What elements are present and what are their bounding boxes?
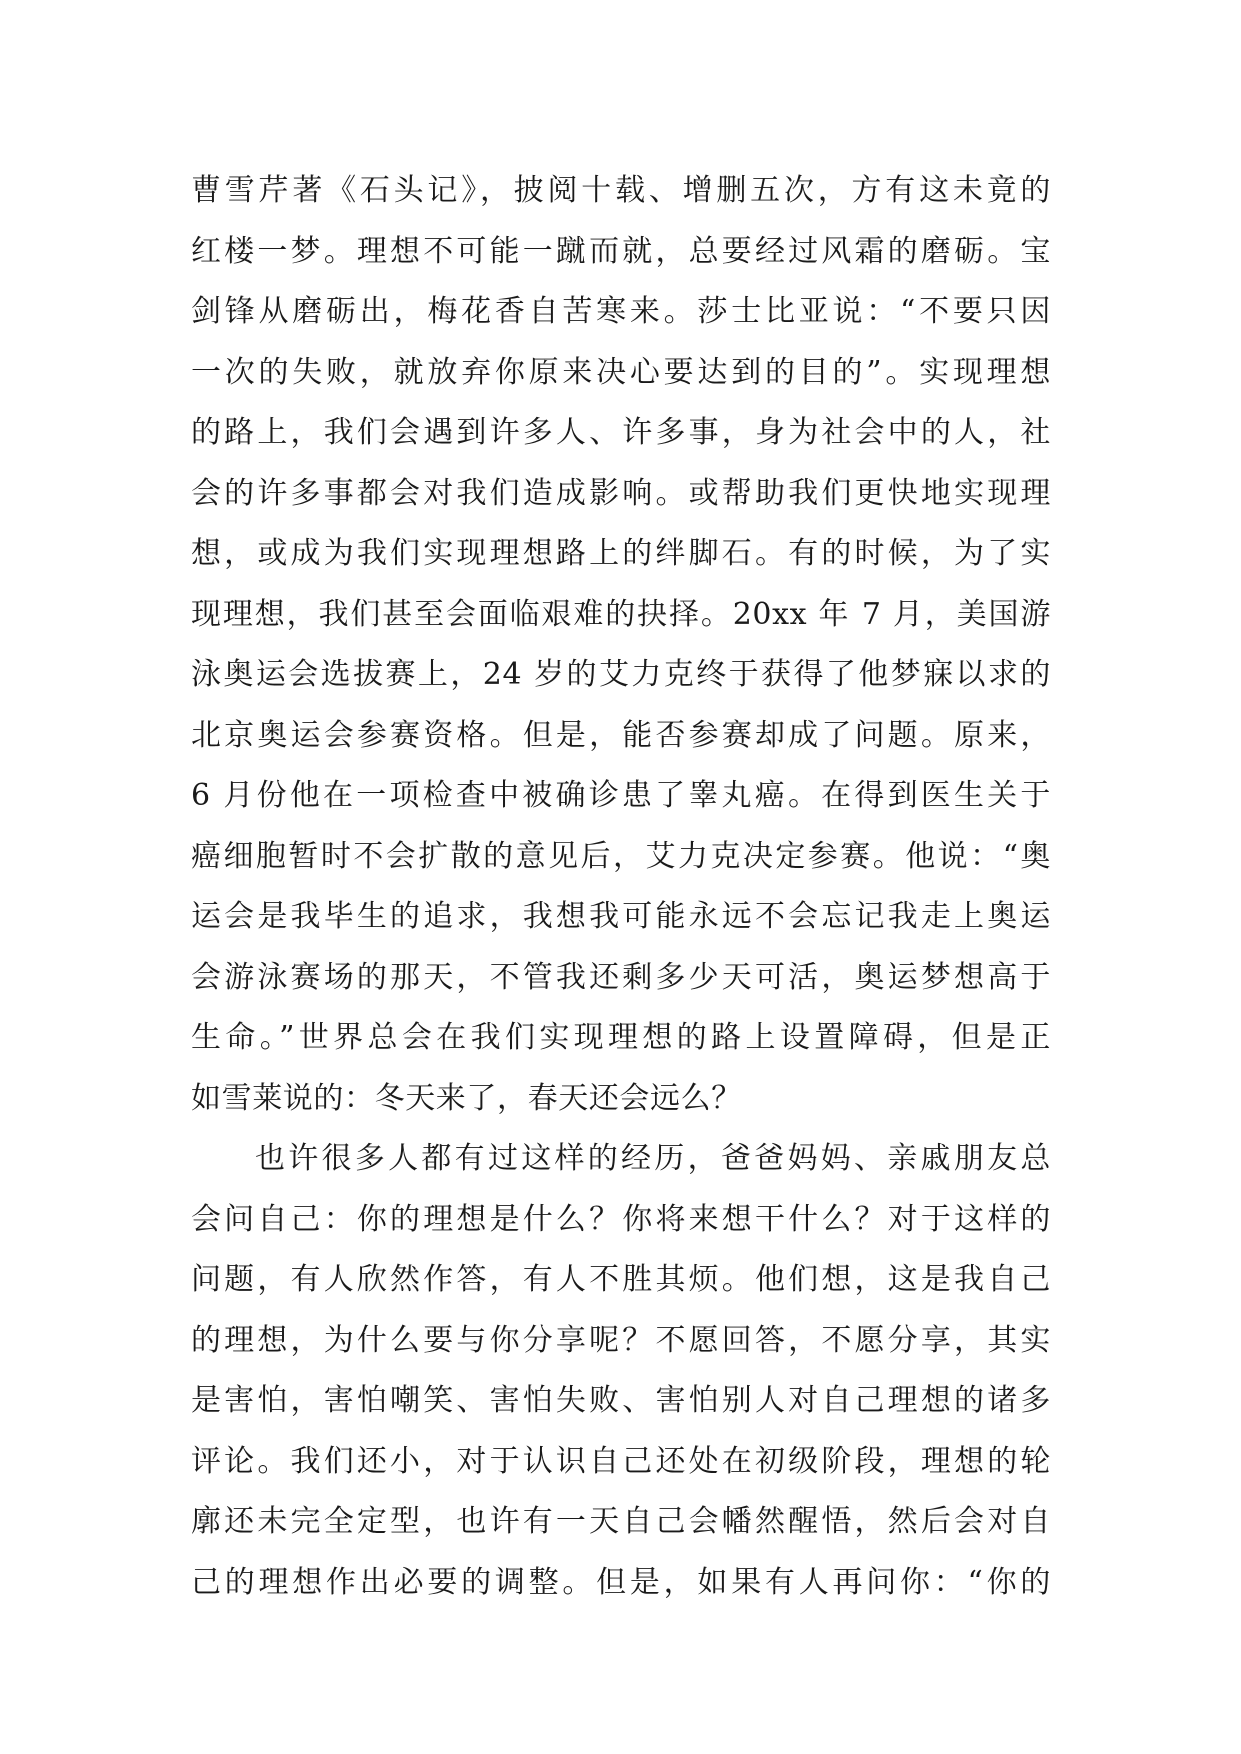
text-line: 会问自己：你的理想是什么？你将来想干什么？对于这样的 bbox=[191, 1201, 1051, 1237]
text-line: 现理想，我们甚至会面临艰难的抉择。20xx 年 7 月，美国游 bbox=[191, 596, 1051, 632]
text-line: 剑锋从磨砺出，梅花香自苦寒来。莎士比亚说：“不要只因 bbox=[191, 294, 1051, 329]
text-line: 己的理想作出必要的调整。但是，如果有人再问你：“你的 bbox=[191, 1564, 1051, 1600]
text-line: 泳奥运会选拔赛上，24 岁的艾力克终于获得了他梦寐以求的 bbox=[191, 657, 1051, 692]
text-line: 癌细胞暂时不会扩散的意见后，艾力克决定参赛。他说：“奥 bbox=[191, 838, 1051, 874]
text-line: 会游泳赛场的那天，不管我还剩多少天可活，奥运梦想高于 bbox=[191, 959, 1051, 995]
text-line: 生命。”世界总会在我们实现理想的路上设置障碍，但是正 bbox=[191, 1020, 1051, 1055]
body-text bbox=[191, 161, 1051, 1613]
text-line: 的路上，我们会遇到许多人、许多事，身为社会中的人，社 bbox=[191, 415, 1051, 450]
text-line: 廓还未完全定型，也许有一天自己会幡然醒悟，然后会对自 bbox=[191, 1504, 1051, 1539]
text-line: 的理想，为什么要与你分享呢？不愿回答，不愿分享，其实 bbox=[191, 1322, 1051, 1358]
text-line: 运会是我毕生的追求，我想我可能永远不会忘记我走上奥运 bbox=[191, 899, 1051, 934]
text-line: 问题，有人欣然作答，有人不胜其烦。他们想，这是我自己 bbox=[191, 1262, 1051, 1297]
text-line: 会的许多事都会对我们造成影响。或帮助我们更快地实现理 bbox=[191, 475, 1051, 511]
text-line: 想，或成为我们实现理想路上的绊脚石。有的时候，为了实 bbox=[191, 536, 1051, 571]
text-line: 北京奥运会参赛资格。但是，能否参赛却成了问题。原来， bbox=[191, 717, 1051, 753]
paragraph-start-line: 也许很多人都有过这样的经历，爸爸妈妈、亲戚朋友总 bbox=[255, 1141, 1051, 1176]
text-line: 曹雪芹著《石头记》，披阅十载、增删五次，方有这未竟的 bbox=[191, 173, 1051, 208]
paragraph-end-line: 如雪莱说的：冬天来了，春天还会远么？ bbox=[191, 1080, 742, 1116]
text-line: 6 月份他在一项检查中被确诊患了睾丸癌。在得到医生关于 bbox=[191, 778, 1051, 813]
text-line: 红楼一梦。理想不可能一蹴而就，总要经过风霜的磨砺。宝 bbox=[191, 233, 1051, 269]
text-line: 一次的失败，就放弃你原来决心要达到的目的”。实现理想 bbox=[191, 354, 1051, 390]
text-line: 评论。我们还小，对于认识自己还处在初级阶段，理想的轮 bbox=[191, 1443, 1051, 1479]
text-line: 是害怕，害怕嘲笑、害怕失败、害怕别人对自己理想的诸多 bbox=[191, 1383, 1051, 1418]
